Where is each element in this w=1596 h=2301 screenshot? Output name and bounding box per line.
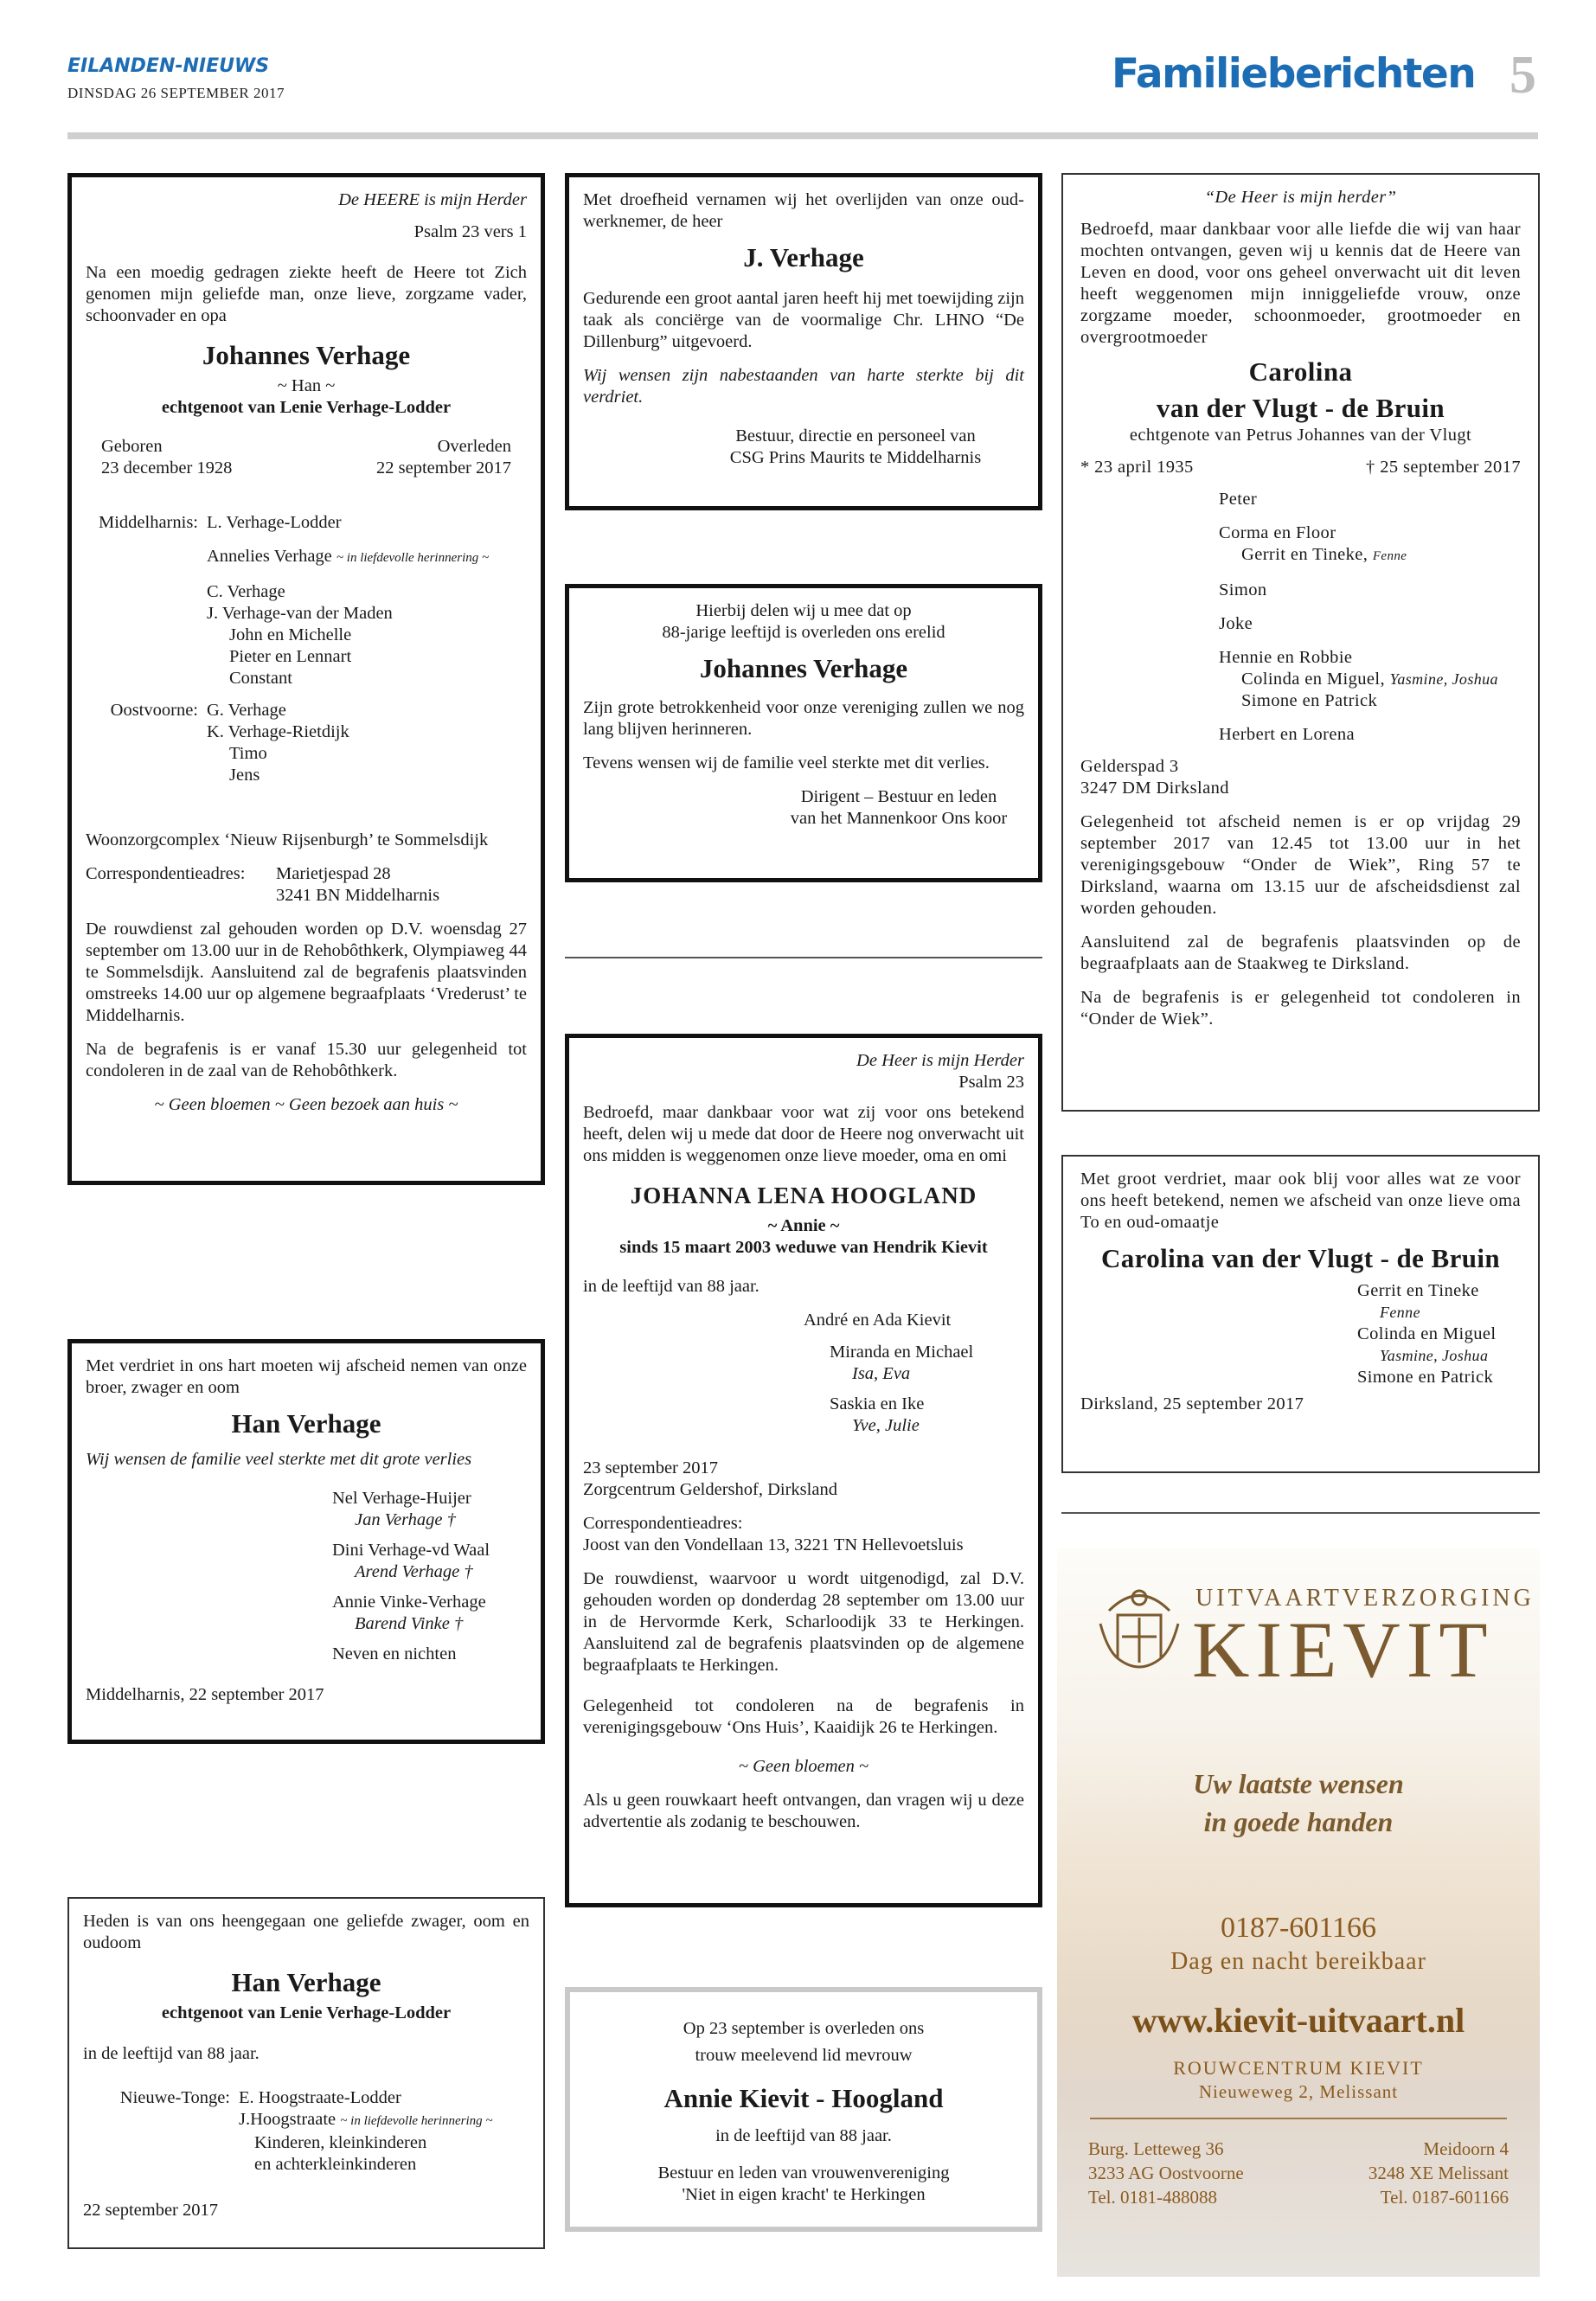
died-date: 22 september 2017 — [376, 458, 511, 478]
family-line: André en Ada Kievit — [804, 1311, 952, 1330]
funeral-service-advertisement[interactable] — [1057, 1548, 1540, 2277]
widow-line: sinds 15 maart 2003 weduwe van Hendrik Kievit — [619, 1238, 988, 1257]
deceased-name: Johannes Verhage — [699, 653, 908, 683]
notice-carolina-family — [1061, 173, 1540, 1112]
deceased-relative: Arend Verhage † — [355, 1562, 473, 1581]
condolence-text: Gelegenheid tot condoleren na de begrafenis in verenigingsgebouw ‘Ons Huis’, Kaaidijk 26 te Herkingen. — [583, 1696, 1024, 1737]
phone-number[interactable]: 0187-601166 — [1220, 1912, 1377, 1944]
intro-text: Met droefheid vernamen wij het overlijden van onze oud-werknemer, de heer — [583, 190, 1024, 231]
family-line: Colinda en Miguel — [1357, 1324, 1497, 1343]
memory-note: ~ in liefdevolle herinnering ~ — [340, 2114, 493, 2128]
wish-text: Wij wensen de familie veel sterkte met dit grote verlies — [86, 1450, 472, 1469]
issue-date: DINSDAG 26 SEPTEMBER 2017 — [67, 85, 285, 101]
family-line: Joke — [1219, 614, 1253, 633]
family-line: Timo — [229, 744, 267, 763]
address-line: Gelderspad 3 — [1080, 757, 1179, 776]
deceased-name: Han Verhage — [231, 1967, 381, 1997]
address-line: 3233 AG Oostvoorne — [1088, 2163, 1244, 2183]
section-title: Familieberichten — [1112, 50, 1476, 98]
born-label: Geboren — [101, 437, 163, 456]
deceased-relative: Barend Vinke † — [355, 1614, 464, 1633]
correspondence-line: Marietjespad 28 — [276, 864, 391, 883]
motto: De HEERE is mijn Herder — [338, 190, 527, 209]
intro-line: trouw meelevend lid mevrouw — [695, 2046, 913, 2065]
family-line: E. Hoogstraate-Lodder — [239, 2088, 401, 2107]
family-line: Saskia en Ike — [830, 1394, 925, 1413]
location-line: Zorgcentrum Geldershof, Dirksland — [583, 1480, 837, 1499]
family-line: Simone en Patrick — [1357, 1368, 1494, 1387]
wish-text: Tevens wensen wij de familie veel sterkte met dit verlies. — [583, 753, 990, 772]
nickname: ~ Han ~ — [277, 376, 336, 395]
spouse-line: echtgenoot van Lenie Verhage-Lodder — [161, 2003, 452, 2022]
slogan — [1057, 1765, 1540, 1841]
body-text: Zijn grote betrokkenheid voor onze vereniging zullen we nog lang blijven herinneren. — [583, 698, 1024, 739]
phone-line[interactable]: Tel. 0187-601166 — [1380, 2187, 1509, 2208]
family-line: Constant — [229, 669, 292, 688]
family-line: Neven en nichten — [332, 1644, 457, 1663]
rouwcentrum-address: Nieuweweg 2, Melissant — [1198, 2081, 1399, 2102]
motto: “De Heer is mijn herder” — [1204, 188, 1397, 207]
notice-carolina-grandchildren — [1061, 1155, 1540, 1473]
signature-line: 'Niet in eigen kracht' te Herkingen — [682, 2185, 926, 2204]
deceased-name: Carolina — [1248, 356, 1353, 387]
family-line: Miranda en Michael — [830, 1343, 974, 1362]
family-line: Jens — [229, 766, 260, 785]
signature-line: CSG Prins Maurits te Middelharnis — [729, 448, 982, 467]
deceased-name: JOHANNA LENA HOOGLAND — [630, 1183, 977, 1208]
care-home: Woonzorgcomplex ‘Nieuw Rijsenburgh’ te Sommelsdijk — [86, 830, 489, 849]
deceased-name: J. Verhage — [743, 242, 864, 272]
rouwcentrum-name: ROUWCENTRUM KIEVIT — [1173, 2057, 1424, 2079]
address-line: Burg. Letteweg 36 — [1088, 2138, 1224, 2159]
intro-line: Hierbij delen wij u mee dat op — [695, 601, 912, 620]
phone-line[interactable]: Tel. 0181-488088 — [1088, 2187, 1218, 2208]
family-line: Simon — [1219, 580, 1267, 599]
slogan-line: in goede handen — [1203, 1806, 1394, 1837]
no-card-note: Als u geen rouwkaart heeft ontvangen, dan vragen wij u deze advertentie als zodanig te beschouwen. — [583, 1791, 1024, 1831]
died-label: Overleden — [437, 437, 511, 456]
place-label: Middelharnis: — [98, 513, 198, 532]
age-line: in de leeftijd van 88 jaar. — [83, 2044, 260, 2063]
address-line: 3248 XE Melissant — [1368, 2163, 1509, 2183]
grandchildren: Isa, Eva — [852, 1364, 911, 1383]
family-line: C. Verhage — [207, 582, 285, 601]
grandchildren: Yasmine, Joshua — [1380, 1347, 1489, 1364]
deceased-relative: Jan Verhage † — [355, 1510, 456, 1529]
died-block — [376, 436, 511, 479]
correspondence-line: Joost van den Vondellaan 13, 3221 TN Hellevoetsluis — [583, 1535, 964, 1554]
died-date: † 25 september 2017 — [1366, 458, 1521, 477]
deceased-name: Han Verhage — [231, 1408, 381, 1439]
intro-text: Bedroefd, maar dankbaar voor wat zij voor ons betekend heeft, delen wij u mede dat door de Heere nog onverwacht uit ons midden is weggenomen onze lieve moeder, oma en omi — [583, 1103, 1024, 1165]
notice-johannes-verhage-choir — [565, 584, 1042, 882]
signature-line: Bestuur, directie en personeel van — [735, 426, 976, 445]
correspondence-label: Correspondentieadres: — [583, 1514, 743, 1533]
column-divider — [1061, 1512, 1540, 1514]
notice-johanna-hoogland — [565, 1034, 1042, 1907]
address-line: 3247 DM Dirksland — [1080, 779, 1229, 798]
correspondence-label: Correspondentieadres: — [86, 864, 246, 883]
notice-j-verhage-school — [565, 173, 1042, 510]
psalm: Psalm 23 vers 1 — [413, 222, 527, 241]
family-line: Gerrit en Tineke, — [1241, 545, 1368, 564]
intro-text: Bedroefd, maar dankbaar voor alle liefde die wij van haar mochten ontvangen, geven wij u kennis dat de Heere van Leven en dood, voor ons geheel onverwacht uit dit leven heeft weggenomen mijn inniggeliefde vrouw, onze zorgzame moeder, schoonmoeder, grootmoeder en overgrootmoeder — [1080, 220, 1521, 347]
born-date: 23 december 1928 — [101, 458, 233, 478]
motto: De Heer is mijn Herder — [856, 1051, 1024, 1070]
date-line: 22 september 2017 — [83, 2201, 218, 2220]
body-text: Gedurende een groot aantal jaren heeft hij met toewijding zijn taak als conciërge van de voormalige Chr. LHNO “De Dillenburg” uitgevoerd. — [583, 289, 1024, 351]
family-line: Gerrit en Tineke — [1357, 1281, 1479, 1300]
masthead-logo: EILANDEN-NIEUWS — [67, 55, 270, 77]
notice-johannes-verhage-family — [67, 173, 545, 1185]
family-line: J.Hoogstraate — [239, 2110, 337, 2129]
grandchildren: Fenne — [1372, 549, 1407, 563]
intro-text: Met groot verdriet, maar ook blij voor alles wat ze voor ons heeft betekend, nemen we afscheid van onze lieve oma To en oud-omaatje — [1080, 1170, 1521, 1232]
nickname: ~ Annie ~ — [767, 1216, 840, 1235]
grandchildren: Yve, Julie — [852, 1416, 920, 1435]
column-divider — [565, 957, 1042, 958]
family-line: Nel Verhage-Huijer — [332, 1489, 471, 1508]
notice-annie-kievit — [565, 1987, 1042, 2232]
availability-text: Dag en nacht bereikbaar — [1170, 1948, 1426, 1975]
farewell-text: Gelegenheid tot afscheid nemen is er op vrijdag 29 september 2017 van 12.45 tot 13.00 uur in het verenigingsgebouw “Onder de Wiek”, Ring 57 te Dirksland, waarna om 13.15 uur de afscheidsdienst zal worden gehouden. — [1080, 812, 1521, 918]
family-line: G. Verhage — [207, 701, 286, 720]
slogan-line: Uw laatste wensen — [1193, 1768, 1404, 1799]
flowers-note: ~ Geen bloemen ~ — [738, 1757, 869, 1776]
wish-text: Wij wensen zijn nabestaanden van harte sterkte bij dit verdriet. — [583, 366, 1024, 407]
brand-name: KIEVIT — [1192, 1606, 1494, 1694]
signature-line: Bestuur en leden van vrouwenvereniging — [657, 2163, 950, 2182]
header-rule — [67, 132, 1538, 139]
spouse-line: echtgenote van Petrus Johannes van der Vlugt — [1129, 426, 1472, 445]
date-line: 23 september 2017 — [583, 1458, 718, 1477]
family-line: L. Verhage-Lodder — [207, 513, 342, 532]
family-line: Colinda en Miguel, — [1241, 670, 1386, 689]
page-number: 5 — [1509, 46, 1536, 105]
address-oostvoorne — [1088, 2137, 1244, 2209]
intro-text: Met verdriet in ons hart moeten wij afscheid nemen van onze broer, zwager en oom — [86, 1356, 527, 1397]
family-line: Kinderen, kleinkinderen — [254, 2133, 427, 2152]
condolence-text: Na de begrafenis is er gelegenheid tot condoleren in “Onder de Wiek”. — [1080, 988, 1521, 1029]
family-line: en achterkleinkinderen — [254, 2155, 417, 2174]
website-link[interactable]: www.kievit-uitvaart.nl — [1131, 2001, 1465, 2040]
family-line: John en Michelle — [229, 625, 352, 644]
family-line: Simone en Patrick — [1241, 691, 1378, 710]
intro-text: Heden is van ons heengegaan one geliefde zwager, oom en oudoom — [83, 1912, 529, 1952]
grandchildren: Yasmine, Joshua — [1389, 670, 1498, 688]
intro-line: Op 23 september is overleden ons — [683, 2019, 925, 2038]
deceased-name: Carolina van der Vlugt - de Bruin — [1100, 1243, 1501, 1273]
born-block — [101, 436, 232, 479]
place-label: Nieuwe-Tonge: — [119, 2088, 230, 2107]
family-line: Peter — [1219, 490, 1258, 509]
service-text: De rouwdienst zal gehouden worden op D.V. woensdag 27 september om 13.00 uur in de Rehobôthkerk, Olympiaweg 44 te Sommelsdijk. Aansluitend zal de begrafenis plaatsvinden omstreeks 14.00 uur op algemene begraafplaats ‘Vrederust’ te Middelharnis. — [86, 920, 527, 1025]
notice-han-verhage-siblings — [67, 1339, 545, 1744]
notice-han-verhage-inlaws — [67, 1897, 545, 2249]
service-text: De rouwdienst, waarvoor u wordt uitgenodigd, zal D.V. gehouden worden op donderdag 28 september om 13.00 uur in de Hervormde Kerk, Scharloodijk 33 te Herkingen. Aansluitend zal de begrafenis plaatsvinden op de algemene begraafplaats te Herkingen. — [583, 1569, 1024, 1675]
closing-text: ~ Geen bloemen ~ Geen bezoek aan huis ~ — [154, 1095, 458, 1114]
deceased-name: Annie Kievit - Hoogland — [663, 2083, 944, 2113]
family-line: Hennie en Robbie — [1219, 648, 1353, 667]
signature-line: van het Mannenkoor Ons koor — [790, 809, 1008, 828]
born-date: * 23 april 1935 — [1080, 458, 1194, 477]
deceased-name: Johannes Verhage — [202, 340, 411, 370]
place-date: Dirksland, 25 september 2017 — [1080, 1394, 1304, 1413]
address-melissant — [1368, 2137, 1509, 2209]
intro-text: Na een moedig gedragen ziekte heeft de Heere tot Zich genomen mijn geliefde man, onze lieve, zorgzame vader, schoonvader en opa — [86, 263, 527, 325]
psalm: Psalm 23 — [958, 1073, 1024, 1092]
place-date: Middelharnis, 22 september 2017 — [86, 1685, 324, 1704]
address-line: Meidoorn 4 — [1423, 2138, 1509, 2159]
spouse-line: echtgenoot van Lenie Verhage-Lodder — [161, 398, 452, 417]
memory-note: ~ in liefdevolle herinnering ~ — [336, 551, 490, 565]
brand-subtitle: UITVAARTVERZORGING — [1195, 1585, 1535, 1612]
family-line: J. Verhage-van der Maden — [207, 604, 393, 623]
ad-divider — [1090, 2118, 1507, 2119]
correspondence-line: 3241 BN Middelharnis — [276, 886, 440, 905]
deceased-name: van der Vlugt - de Bruin — [1156, 393, 1445, 423]
burial-text: Aansluitend zal de begrafenis plaatsvinden op de begraafplaats aan de Staakweg te Dirksland. — [1080, 933, 1521, 973]
family-line: Pieter en Lennart — [229, 647, 352, 666]
family-line: K. Verhage-Rietdijk — [207, 722, 349, 741]
intro-line: 88-jarige leeftijd is overleden ons erelid — [662, 623, 945, 642]
place-label: Oostvoorne: — [110, 701, 198, 720]
crest-logo-icon — [1092, 1576, 1187, 1680]
signature-line: Dirigent – Bestuur en leden — [800, 787, 997, 806]
family-line: Annelies Verhage — [207, 547, 332, 566]
family-line: Dini Verhage-vd Waal — [332, 1541, 490, 1560]
family-line: Herbert en Lorena — [1219, 725, 1356, 744]
family-line: Annie Vinke-Verhage — [332, 1593, 486, 1612]
grandchildren: Fenne — [1380, 1304, 1420, 1321]
condolence-text: Na de begrafenis is er vanaf 15.30 uur gelegenheid tot condoleren in de zaal van de Rehobôthkerk. — [86, 1040, 527, 1080]
age-line: in de leeftijd van 88 jaar. — [583, 1277, 760, 1296]
family-line: Corma en Floor — [1219, 523, 1336, 542]
age-line: in de leeftijd van 88 jaar. — [715, 2126, 892, 2145]
